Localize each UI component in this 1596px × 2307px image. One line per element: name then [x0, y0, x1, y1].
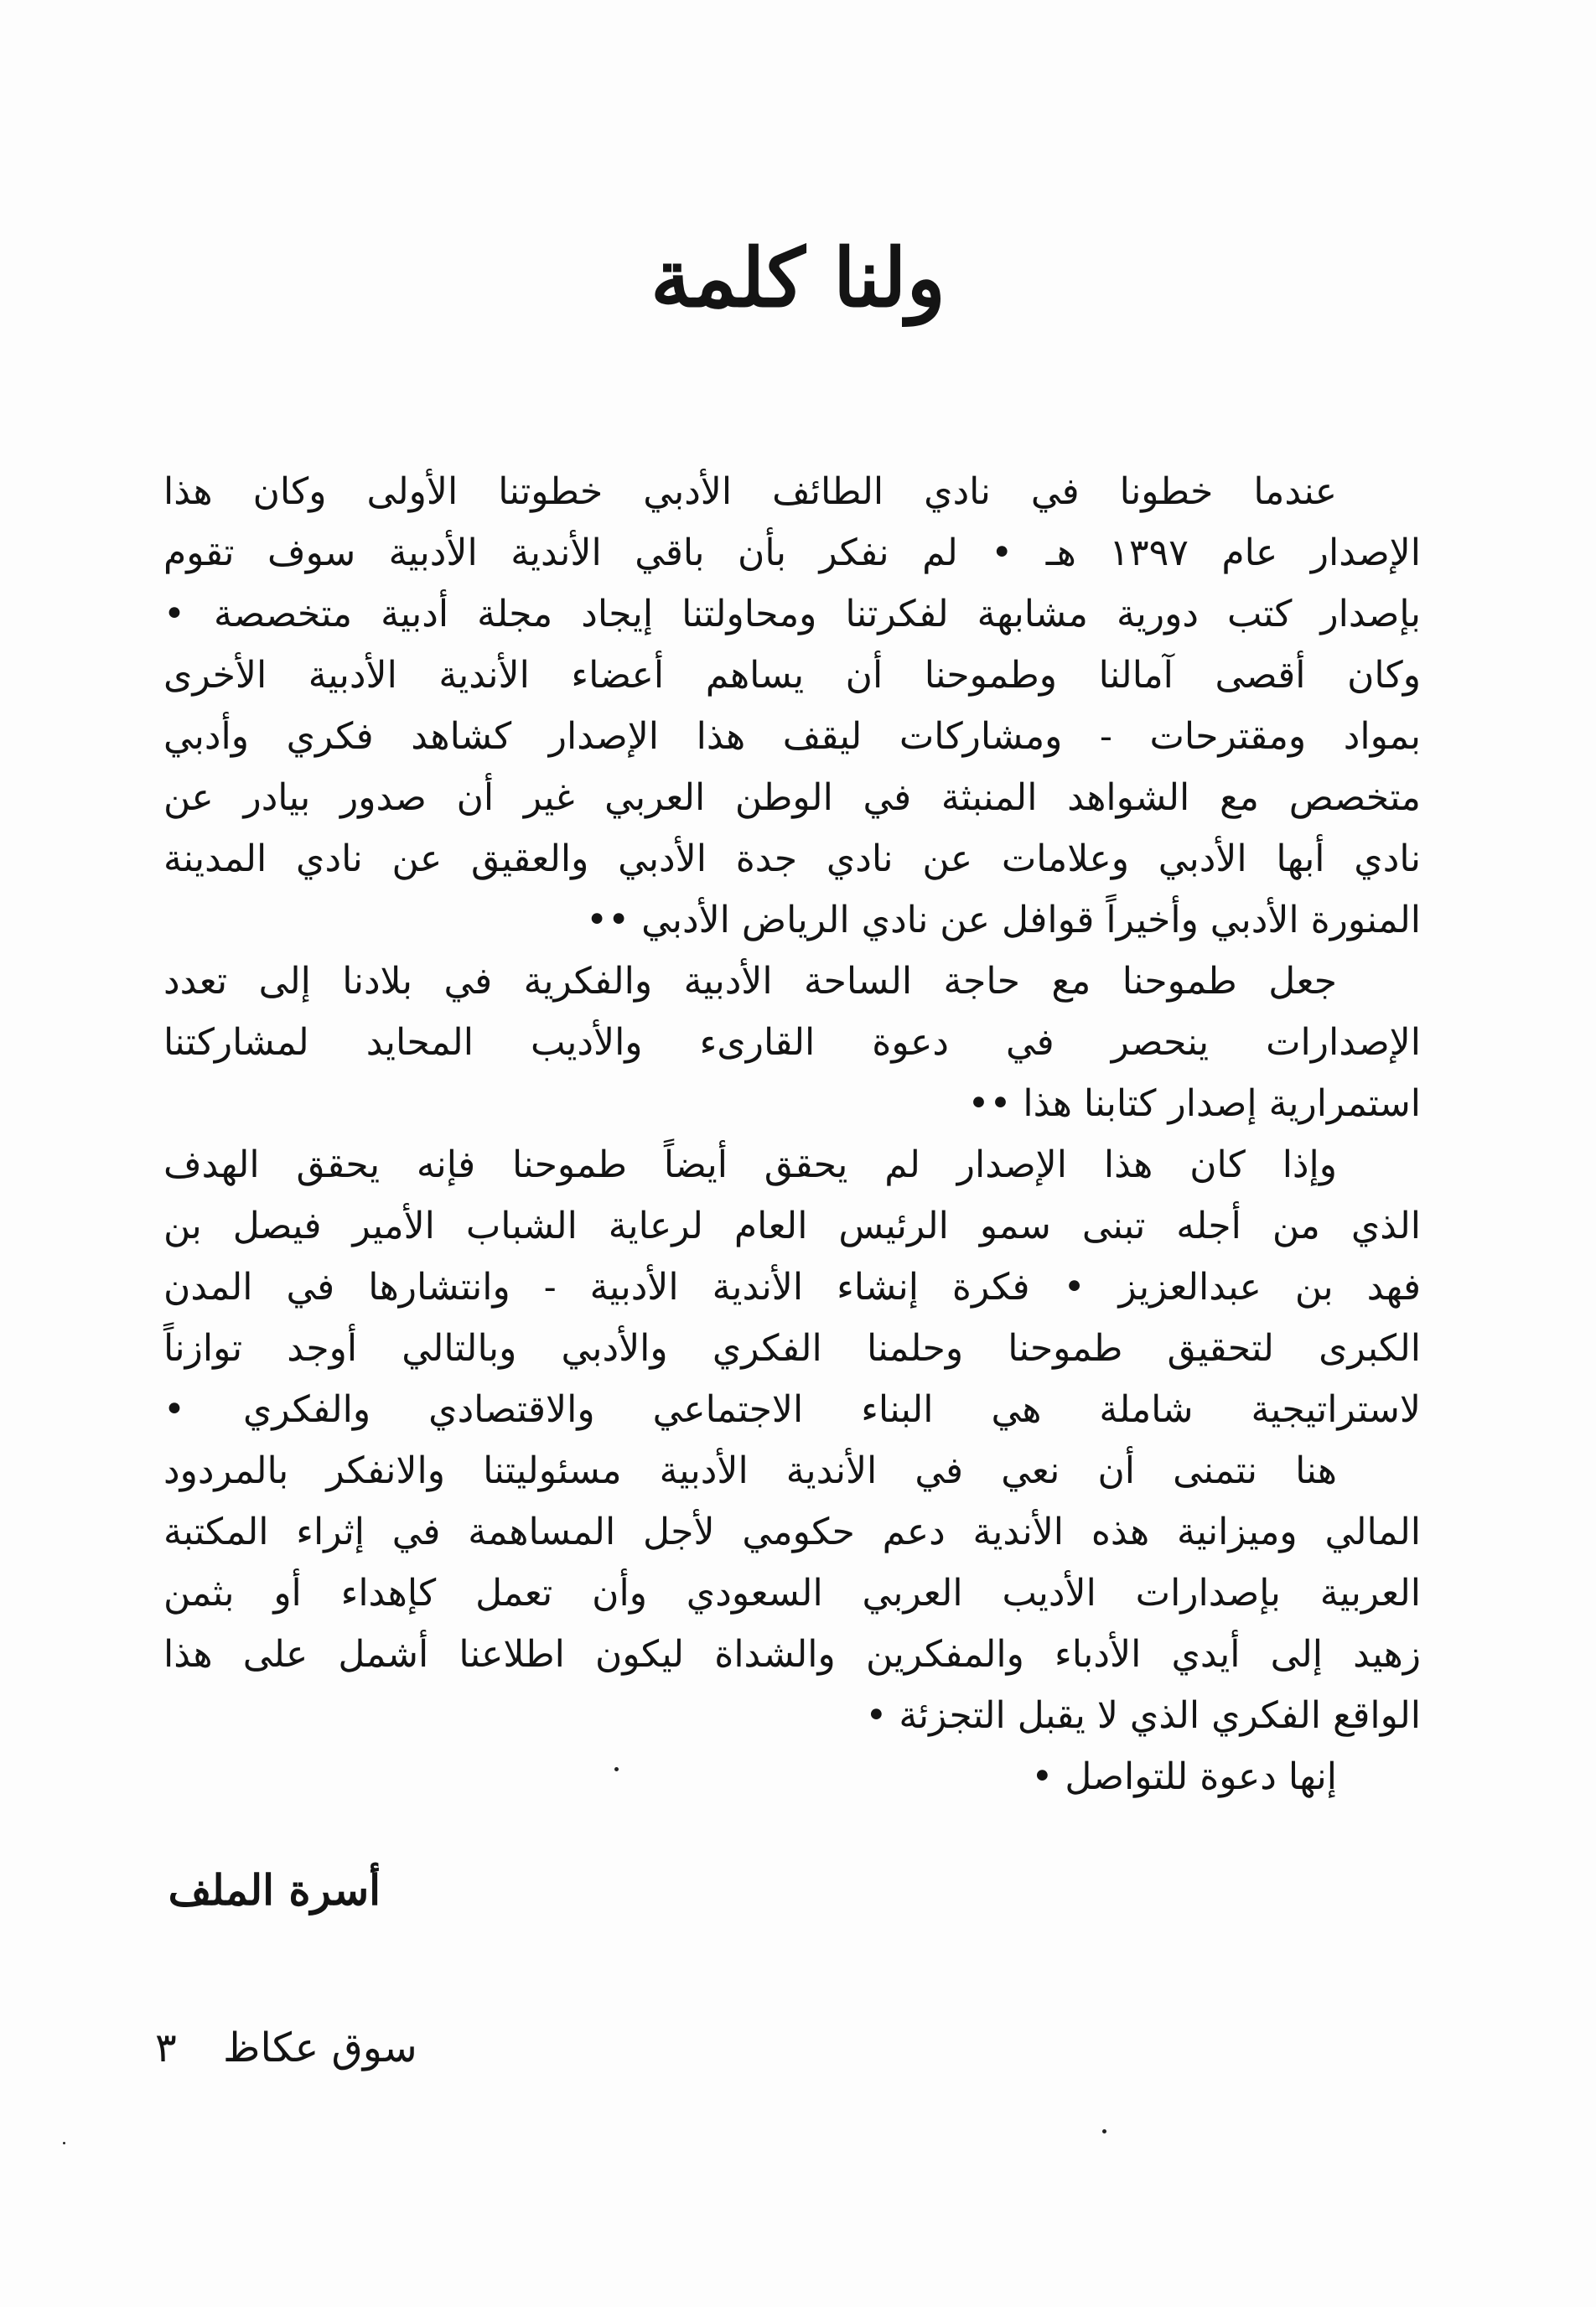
- text-line: الكبرى لتحقيق طموحنا وحلمنا الفكري والأدبي وبالتالي أوجد توازناً: [163, 1327, 1421, 1370]
- text-line: استمرارية إصدار كتابنا هذا ••: [967, 1082, 1421, 1125]
- text-line: وكان أقصى آمالنا وطموحنا أن يساهم أعضاء الأندية الأدبية الأخرى: [163, 654, 1421, 697]
- signature: أسرة الملف: [168, 1865, 381, 1915]
- text-line: جعل طموحنا مع حاجة الساحة الأدبية والفكرية في بلادنا إلى تعدد: [163, 960, 1337, 1003]
- text-line: نادي أبها الأدبي وعلامات عن نادي جدة الأدبي والعقيق عن نادي المدينة: [163, 837, 1421, 880]
- publication-name: سوق عكاظ: [223, 2024, 417, 2071]
- text-line: العربية بإصدارات الأديب العربي السعودي وأن تعمل كإهداء أو بثمن: [163, 1572, 1421, 1615]
- text-line: الإصدارات ينحصر في دعوة القارىء والأديب المحايد لمشاركتنا: [163, 1021, 1421, 1064]
- article-body: [163, 461, 1421, 1807]
- text-line: المالي وميزانية هذه الأندية دعم حكومي لأجل المساهمة في إثراء المكتبة: [163, 1511, 1421, 1553]
- text-line: الذي من أجله تبنى سمو الرئيس العام لرعاية الشباب الأمير فيصل بن: [163, 1205, 1421, 1247]
- text-line: هنا نتمنى أن نعي في الأندية الأدبية مسئوليتنا والانفكر بالمردود: [163, 1449, 1337, 1492]
- text-line: بمواد ومقترحات - ومشاركات ليقف هذا الإصدار كشاهد فكري وأدبي: [163, 715, 1421, 758]
- scan-speck: [63, 2142, 65, 2144]
- scan-speck: [614, 1767, 619, 1771]
- text-line: المنورة الأدبي وأخيراً قوافل عن نادي الرياض الأدبي ••: [586, 899, 1421, 941]
- text-line: متخصص مع الشواهد المنبثة في الوطن العربي غير أن صدور بيادر عن: [163, 776, 1421, 819]
- text-line: عندما خطونا في نادي الطائف الأدبي خطوتنا الأولى وكان هذا: [163, 470, 1337, 513]
- text-line: إنها دعوة للتواصل •: [1031, 1755, 1337, 1798]
- scan-speck: [1102, 2129, 1106, 2133]
- text-line: الإصدار عام ١٣٩٧ هـ • لم نفكر بأن باقي الأندية الأدبية سوف تقوم: [163, 531, 1422, 574]
- text-line: الواقع الفكري الذي لا يقبل التجزئة •: [865, 1694, 1421, 1737]
- page-footer: [155, 2024, 417, 2071]
- text-line: زهيد إلى أيدي الأدباء والمفكرين والشداة ليكون اطلاعنا أشمل على هذا: [163, 1633, 1421, 1676]
- text-line: وإذا كان هذا الإصدار لم يحقق أيضاً طموحنا فإنه يحقق الهدف: [163, 1143, 1337, 1186]
- text-line: لاستراتيجية شاملة هي البناء الاجتماعي والاقتصادي والفكري •: [163, 1388, 1421, 1431]
- text-line: بإصدار كتب دورية مشابهة لفكرتنا ومحاولتنا إيجاد مجلة أدبية متخصصة •: [163, 593, 1421, 635]
- page-number: ٣: [155, 2024, 177, 2071]
- text-line: فهد بن عبدالعزيز • فكرة إنشاء الأندية الأدبية - وانتشارها في المدن: [163, 1266, 1421, 1309]
- page-title: ولنا كلمة: [650, 231, 946, 326]
